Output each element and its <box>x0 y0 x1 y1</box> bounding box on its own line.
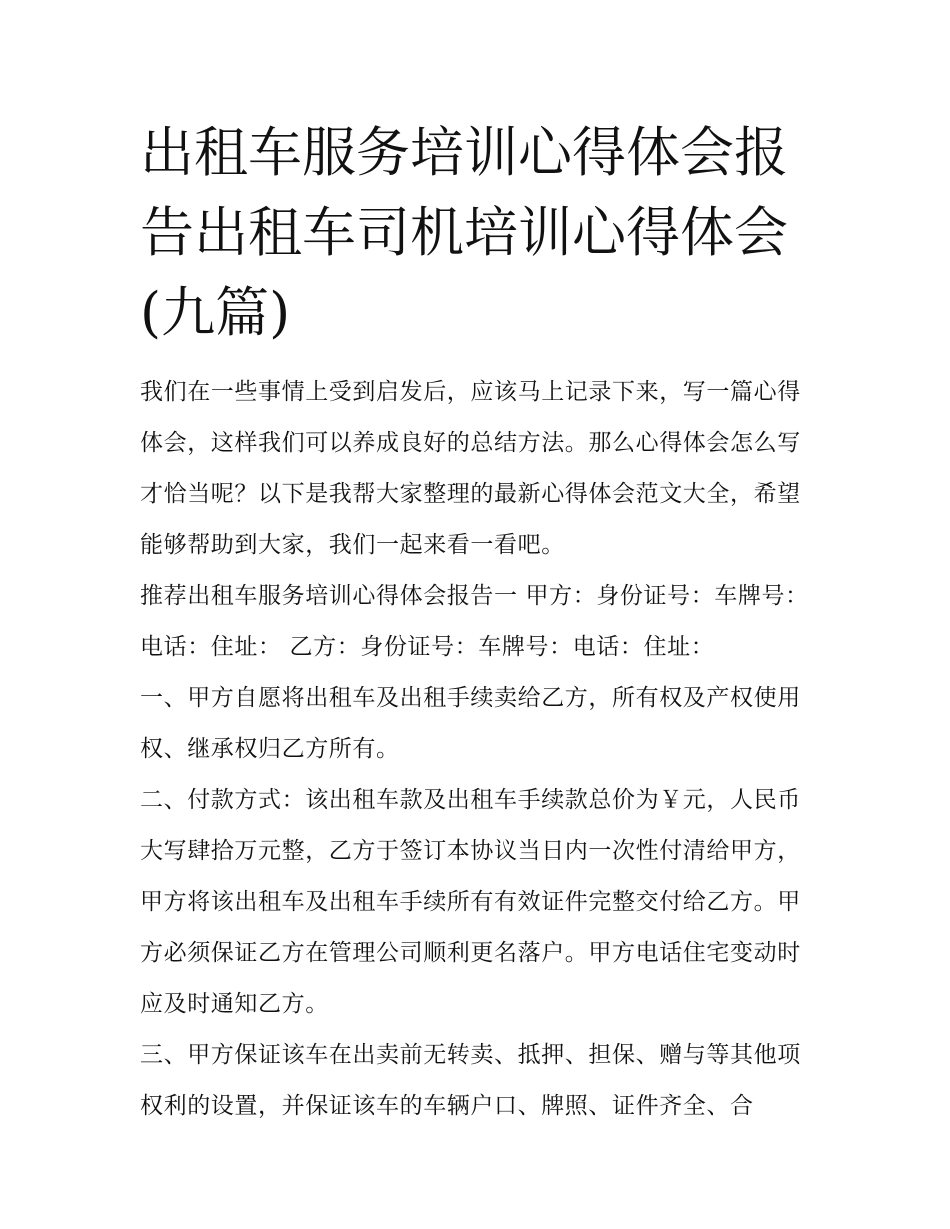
paragraph-clause-3: 三、甲方保证该车在出卖前无转卖、抵押、担保、赠与等其他项权利的设置，并保证该车的车辆户口、牌照、证件齐全、合 <box>140 1042 801 1119</box>
paragraph-intro: 我们在一些事情上受到启发后，应该马上记录下来，写一篇心得体会，这样我们可以养成良好的总结方法。那么心得体会怎么写才恰当呢？以下是我帮大家整理的最新心得体会范文大全，希望能够帮助到大家，我们一起来看一看吧。 <box>140 379 801 558</box>
paragraph-clause-2: 二、付款方式：该出租车款及出租车手续款总价为￥元，人民币大写肆拾万元整，乙方于签订本协议当日内一次性付清给甲方，甲方将该出租车及出租车手续所有有效证件完整交付给乙方。甲方必须保证乙方在管理公司顺利更名落户。甲方电话住宅变动时应及时通知乙方。 <box>140 787 801 1017</box>
paragraph-clause-1: 一、甲方自愿将出租车及出租手续卖给乙方，所有权及产权使用权、继承权归乙方所有。 <box>140 685 801 762</box>
paragraph-parties: 推荐出租车服务培训心得体会报告一 甲方：身份证号：车牌号：电话：住址： 乙方：身份证号：车牌号：电话：住址： <box>140 583 809 660</box>
document-title: 出租车服务培训心得体会报告出租车司机培训心得体会(九篇) <box>140 121 788 344</box>
